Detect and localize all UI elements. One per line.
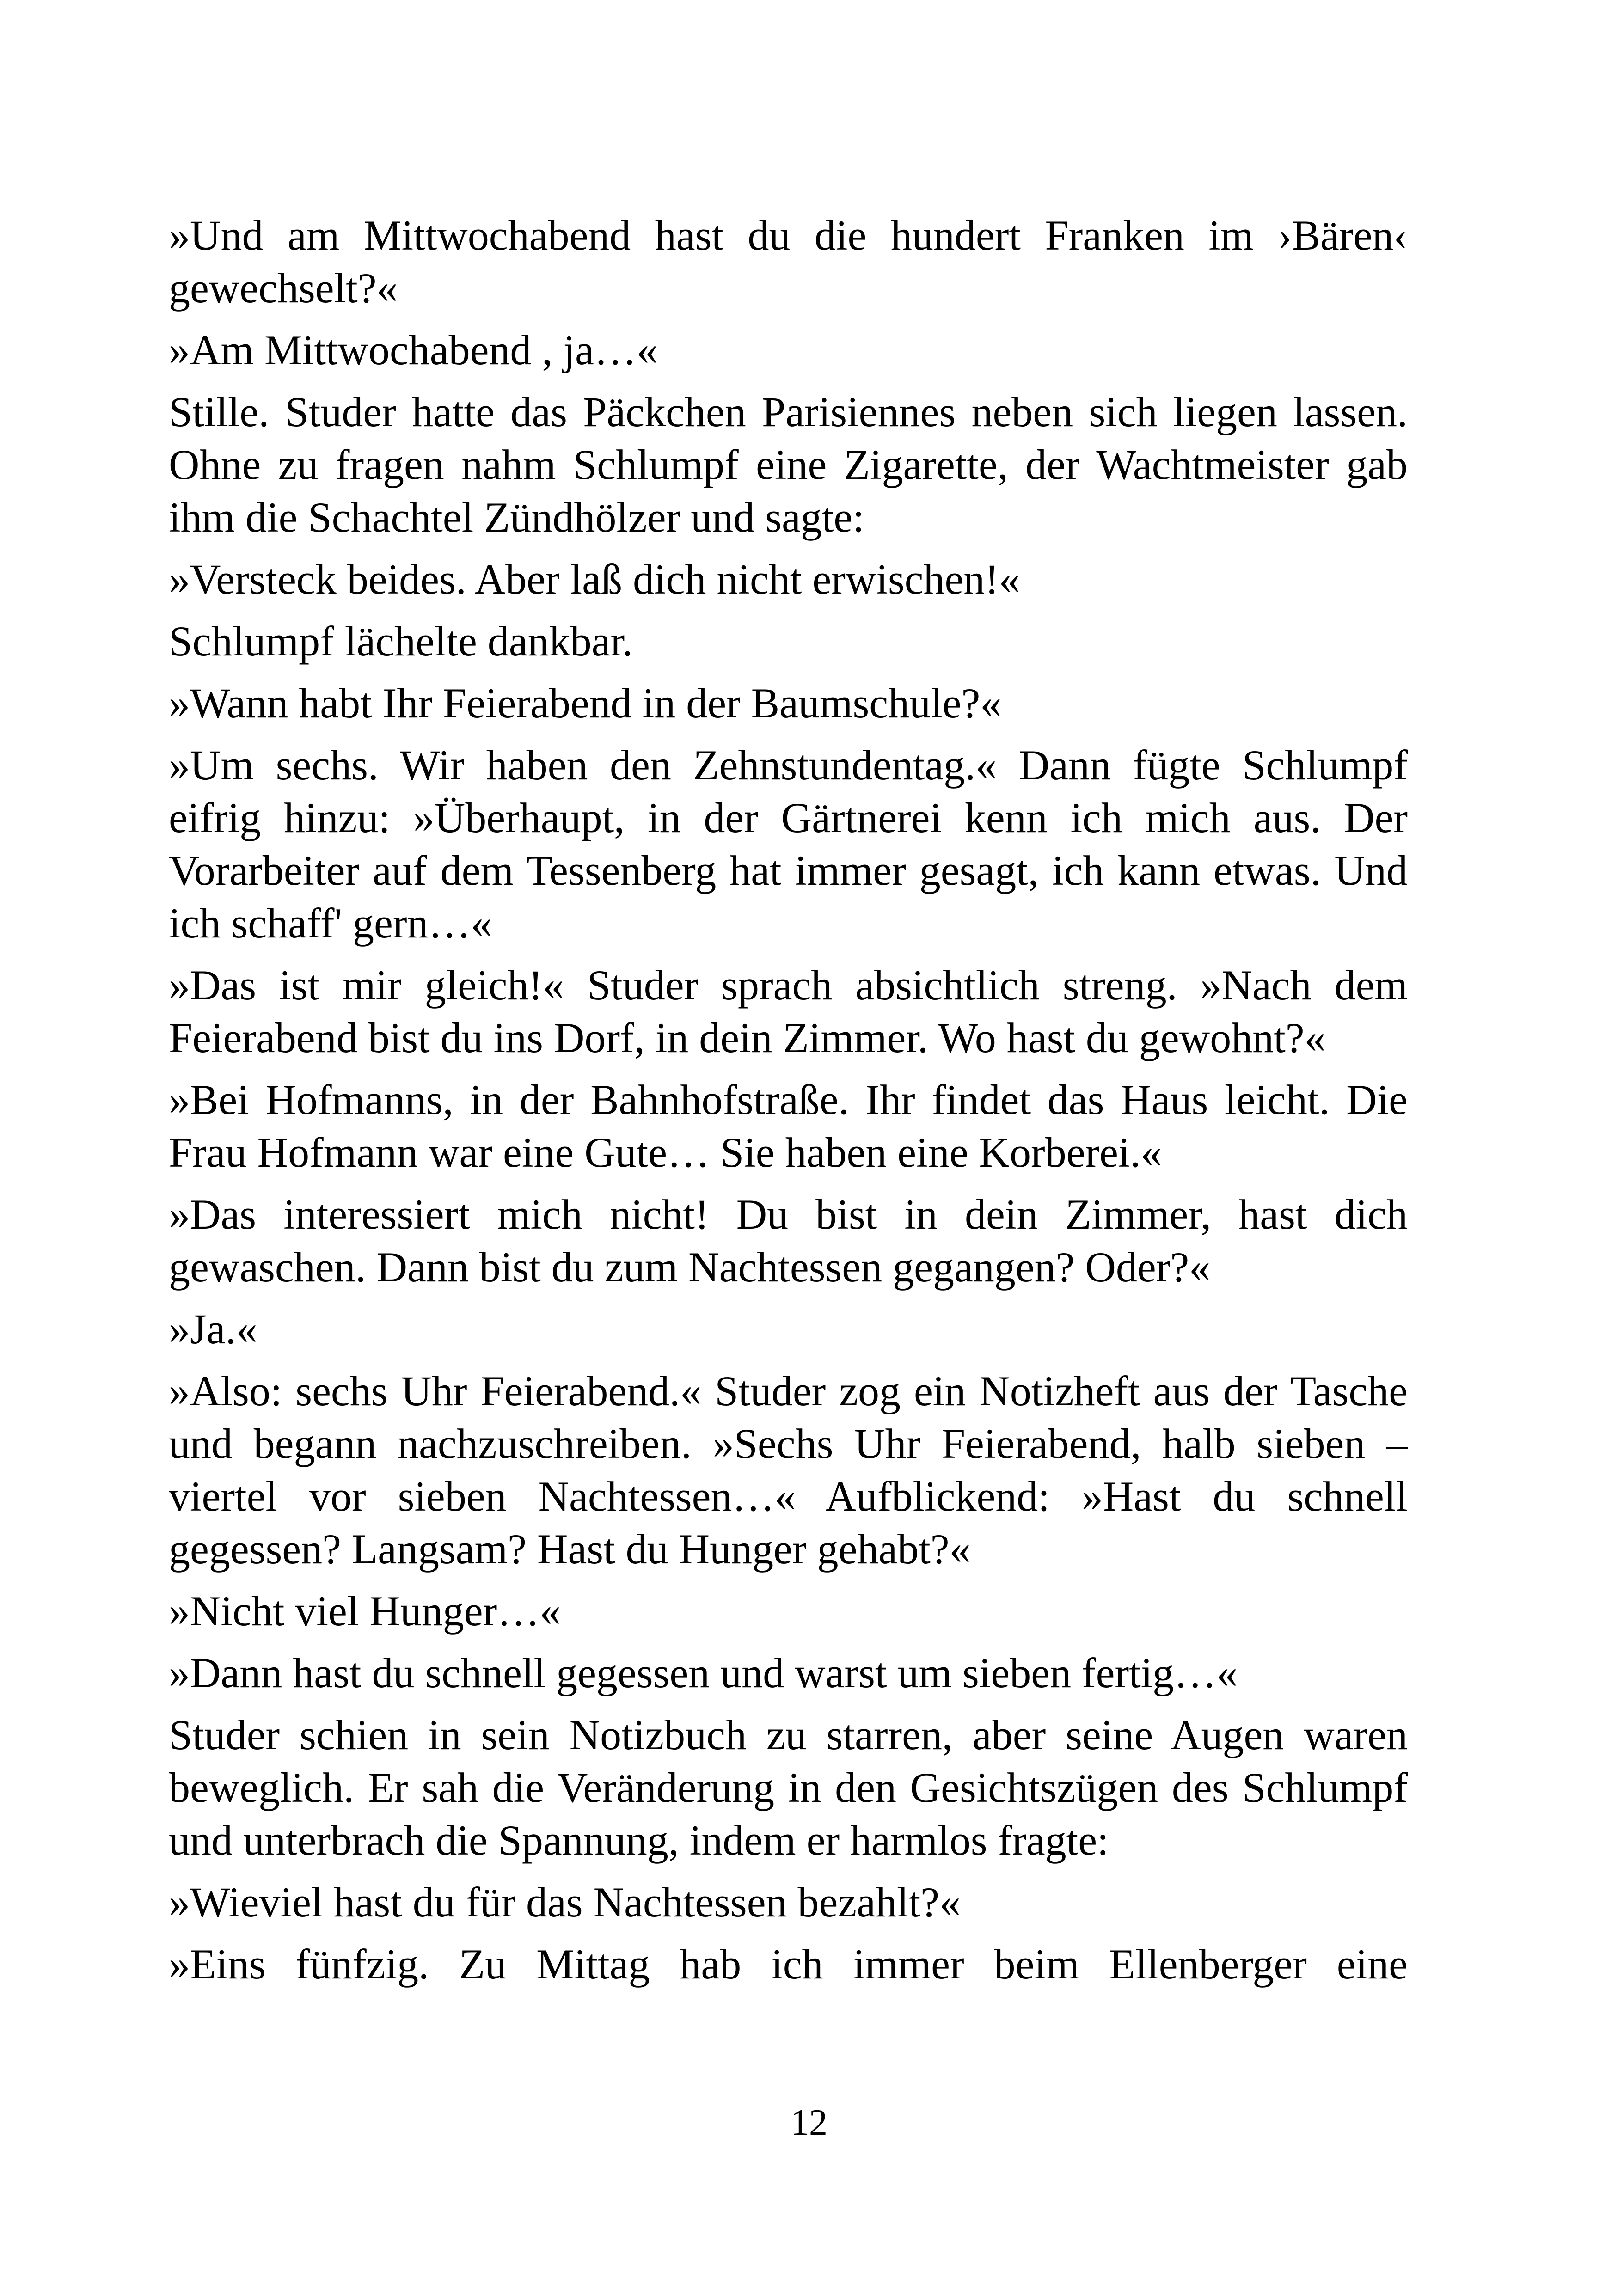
- paragraph-5: Schlumpf lächelte dankbar.: [169, 618, 633, 665]
- body-text: [169, 209, 1408, 2000]
- page-number: 12: [791, 2102, 827, 2143]
- paragraph-9: »Bei Hofmanns, in der Bahnhofstraße. Ihr findet das Haus leicht. Die Frau Hofmann war eine Gute… Sie haben eine Korberei.«: [169, 1076, 1408, 1176]
- paragraph-14: »Dann hast du schnell gegessen und warst um sieben fertig…«: [169, 1649, 1238, 1696]
- paragraph-7: »Um sechs. Wir haben den Zehnstundentag.« Dann fügte Schlumpf eifrig hinzu: »Überhaupt, in der Gärtnerei kenn ich mich aus. Der Vorarbeiter auf dem Tessenberg hat immer gesagt, ich kann etwas. Und ich schaff' gern…«: [169, 741, 1408, 947]
- paragraph-15: Studer schien in sein Notizbuch zu starren, aber seine Augen waren beweglich. Er sah die Veränderung in den Gesichtszügen des Schlumpf und unterbrach die Spannung, indem er harmlos fragte:: [169, 1711, 1408, 1864]
- paragraph-1: »Und am Mittwochabend hast du die hundert Franken im ›Bären‹ gewechselt?«: [169, 212, 1408, 312]
- paragraph-16: »Wieviel hast du für das Nachtessen bezahlt?«: [169, 1879, 961, 1926]
- paragraph-11: »Ja.«: [169, 1305, 257, 1353]
- paragraph-6: »Wann habt Ihr Feierabend in der Baumschule?«: [169, 680, 1002, 727]
- paragraph-4: »Versteck beides. Aber laß dich nicht erwischen!«: [169, 556, 1020, 603]
- paragraph-13: »Nicht viel Hunger…«: [169, 1587, 561, 1635]
- paragraph-3: Stille. Studer hatte das Päckchen Parisiennes neben sich liegen lassen. Ohne zu fragen nahm Schlumpf eine Zigarette, der Wachtmeister gab ihm die Schachtel Zündhölzer und sagte:: [169, 388, 1408, 541]
- paragraph-10: »Das interessiert mich nicht! Du bist in dein Zimmer, hast dich gewaschen. Dann bist du zum Nachtessen gegangen? Oder?«: [169, 1191, 1408, 1291]
- paragraph-8: »Das ist mir gleich!« Studer sprach absichtlich streng. »Nach dem Feierabend bist du ins Dorf, in dein Zimmer. Wo hast du gewohnt?«: [169, 961, 1408, 1061]
- paragraph-12: »Also: sechs Uhr Feierabend.« Studer zog ein Notizheft aus der Tasche und begann nachzuschreiben. »Sechs Uhr Feierabend, halb sieben – viertel vor sieben Nachtessen…« Aufblickend: »Hast du schnell gegessen? Langsam? Hast du Hunger gehabt?«: [169, 1367, 1408, 1573]
- paragraph-17: »Eins fünfzig. Zu Mittag hab ich immer beim Ellenberger eine: [169, 1941, 1408, 1988]
- paragraph-2: »Am Mittwochabend , ja…«: [169, 326, 658, 373]
